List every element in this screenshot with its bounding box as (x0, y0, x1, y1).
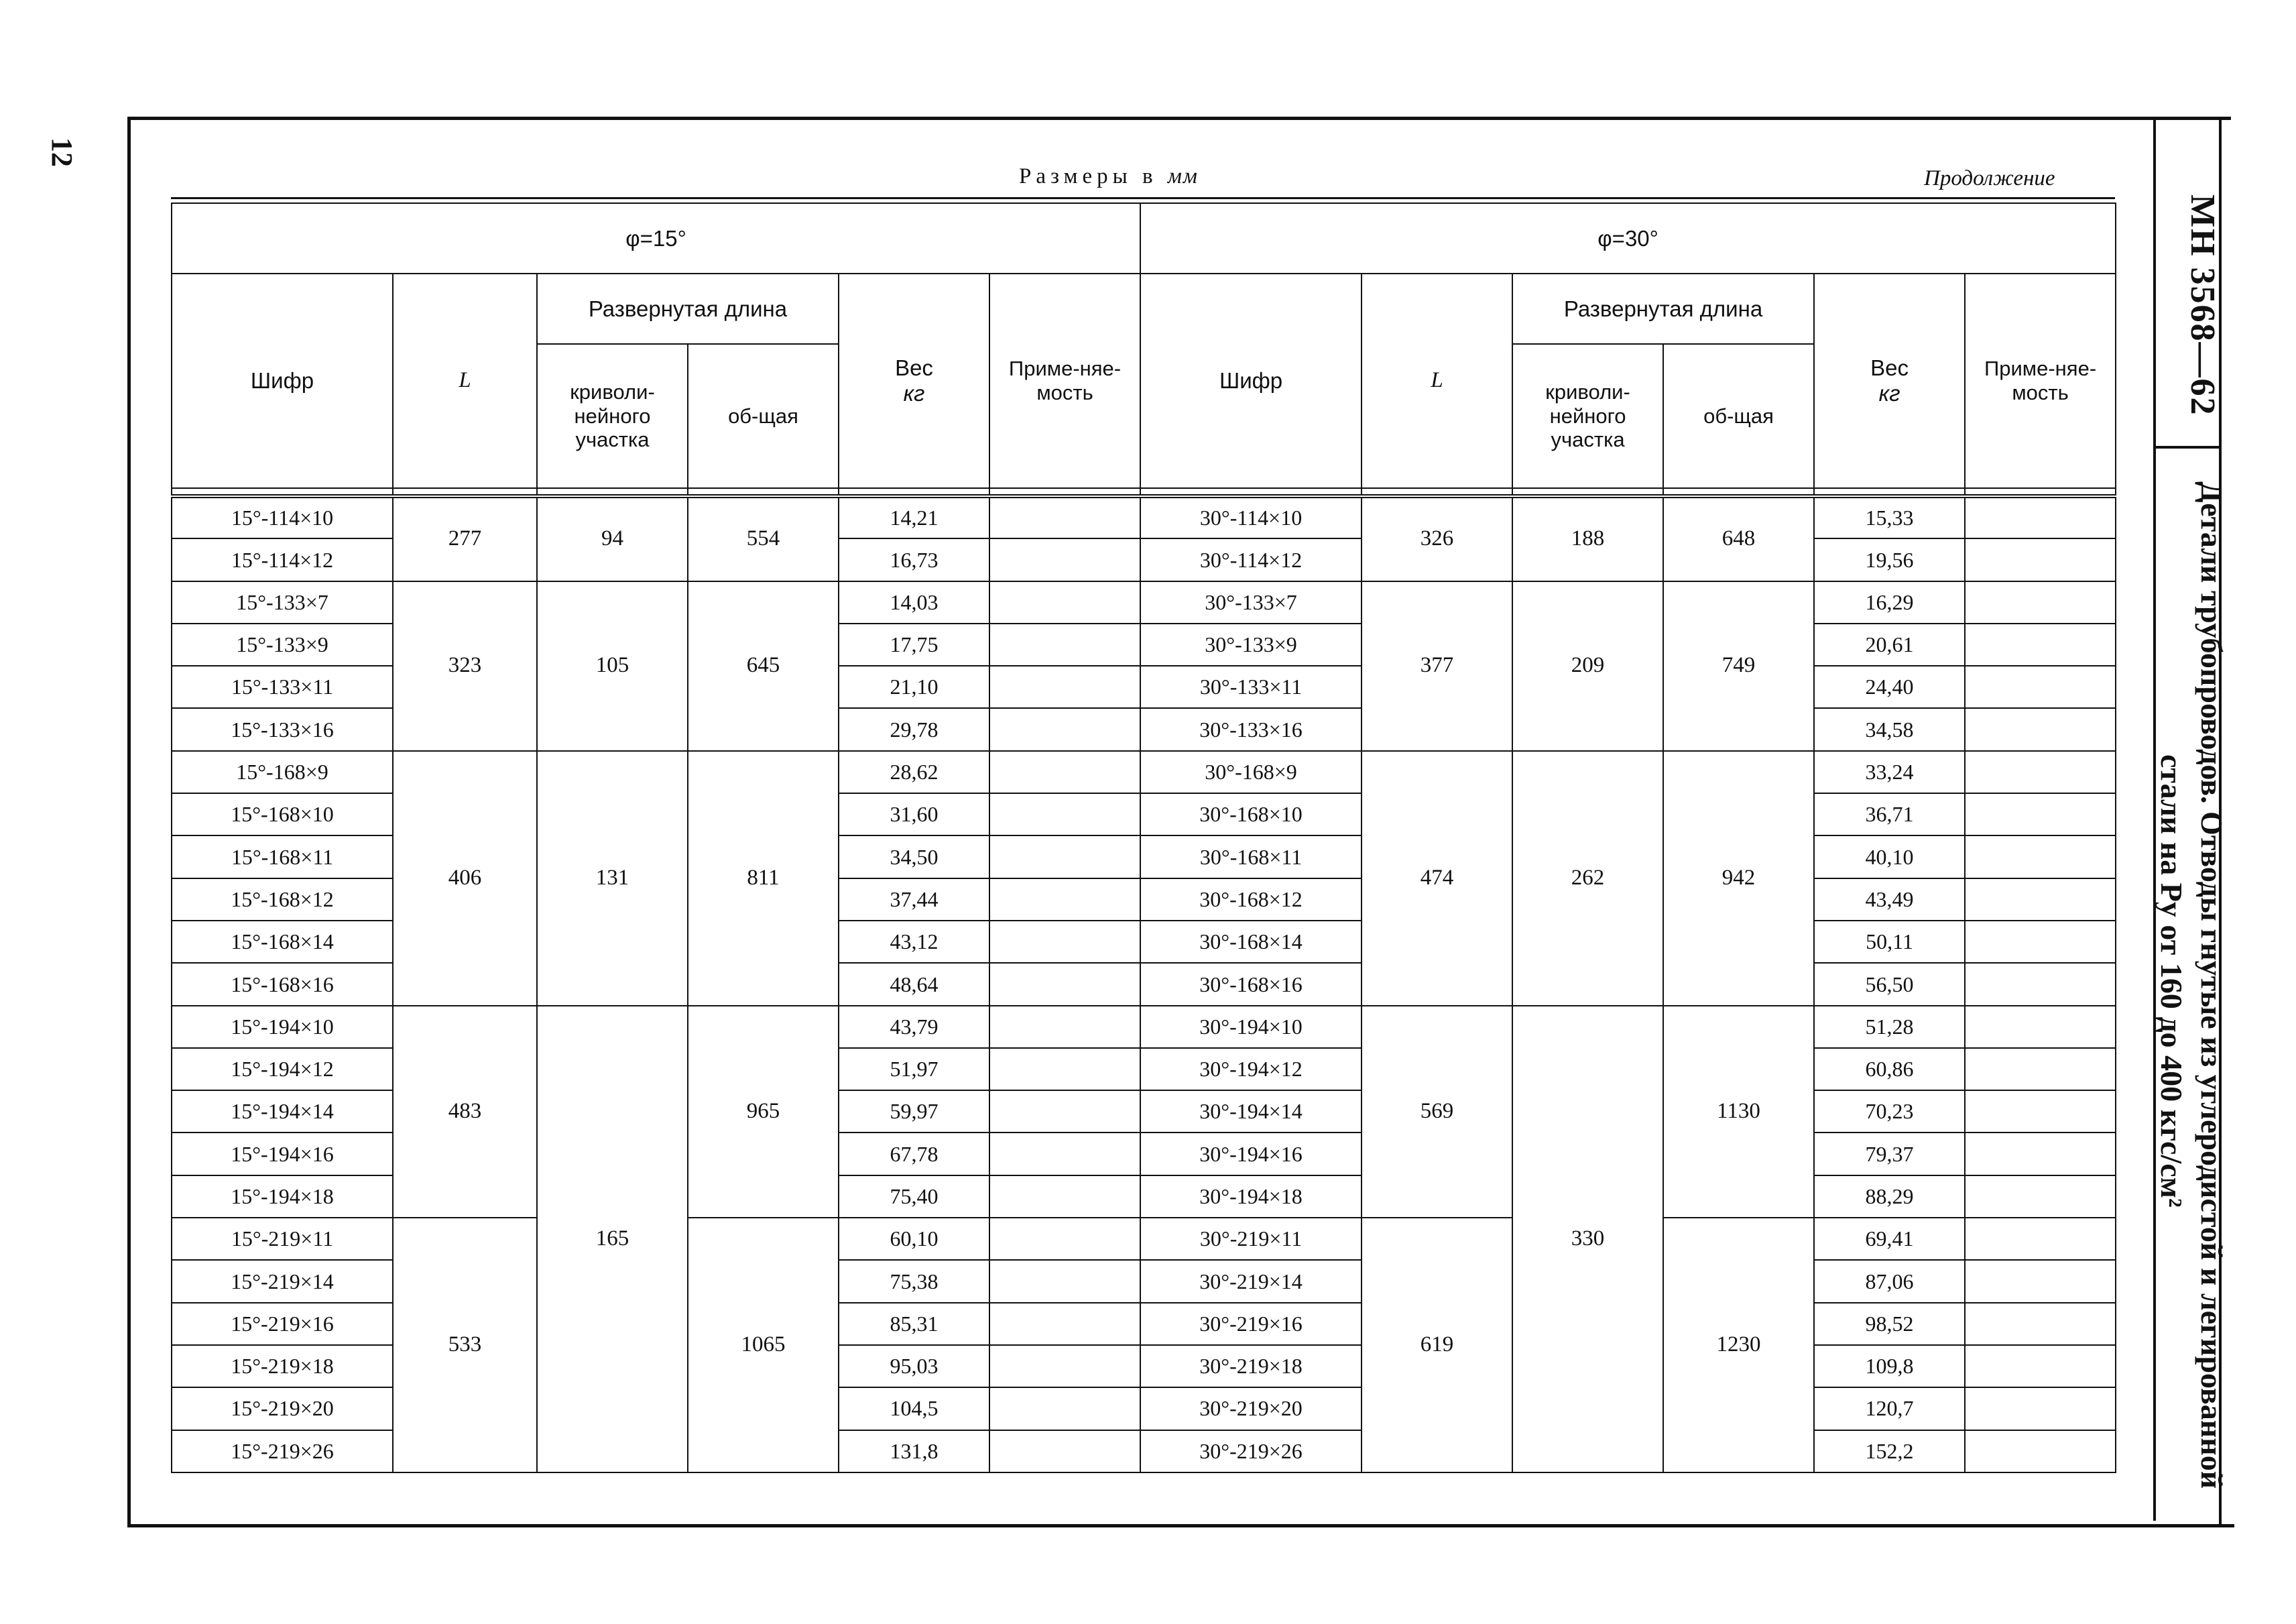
phi15-weight-cell: 60,10 (839, 1218, 989, 1260)
frame-side-divider (2153, 446, 2220, 449)
header-gap (1140, 488, 1362, 496)
phi30-applicability-cell (1965, 963, 2116, 1005)
phi30-weight-cell: 120,7 (1814, 1387, 1965, 1430)
phi30-applicability-cell (1965, 835, 2116, 878)
frame-top-line (127, 117, 2231, 120)
phi30-weight-cell: 109,8 (1814, 1345, 1965, 1387)
phi15-code-cell: 15°-133×11 (172, 666, 393, 708)
developed-length-header: Развернутая длина (1512, 274, 1814, 344)
phi15-weight-cell: 43,12 (839, 921, 989, 963)
phi30-l-cell: 326 (1362, 496, 1512, 581)
phi30-code-cell: 30°-133×11 (1140, 666, 1362, 708)
applicability-header: Приме-няе-мость (1965, 274, 2116, 488)
applicability-header: Приме-няе-мость (989, 274, 1140, 488)
phi30-code-cell: 30°-168×16 (1140, 963, 1362, 1005)
phi15-l-cell: 483 (393, 1006, 537, 1218)
phi15-applicability-cell (989, 1387, 1140, 1430)
phi15-applicability-cell (989, 496, 1140, 538)
phi15-code-cell: 15°-133×9 (172, 624, 393, 666)
phi15-curved-length-cell: 165 (537, 1006, 688, 1472)
phi30-code-cell: 30°-194×12 (1140, 1048, 1362, 1090)
phi30-applicability-cell (1965, 1218, 2116, 1260)
phi30-code-cell: 30°-114×12 (1140, 538, 1362, 581)
phi30-applicability-cell (1965, 581, 2116, 624)
phi30-l-cell: 569 (1362, 1006, 1512, 1218)
phi30-weight-cell: 69,41 (1814, 1218, 1965, 1260)
phi15-header: φ=15° (172, 203, 1140, 274)
phi30-code-cell: 30°-219×16 (1140, 1303, 1362, 1345)
phi15-applicability-cell (989, 581, 1140, 624)
dimensions-note (1019, 164, 1199, 189)
phi30-applicability-cell (1965, 666, 2116, 708)
frame-bottom-line (131, 1524, 2234, 1527)
phi30-code-cell: 30°-168×12 (1140, 878, 1362, 921)
phi30-weight-cell: 33,24 (1814, 751, 1965, 793)
phi15-code-cell: 15°-168×16 (172, 963, 393, 1005)
phi30-applicability-cell (1965, 1345, 2116, 1387)
phi15-code-cell: 15°-168×14 (172, 921, 393, 963)
phi30-l-cell: 619 (1362, 1218, 1512, 1472)
phi15-applicability-cell (989, 1260, 1140, 1302)
total-length-header: об-щая (688, 344, 839, 488)
phi30-weight-cell: 50,11 (1814, 921, 1965, 963)
table-top-rule (171, 197, 2115, 199)
phi15-code-cell: 15°-194×16 (172, 1133, 393, 1175)
phi30-code-cell: 30°-219×20 (1140, 1387, 1362, 1430)
header-gap (172, 488, 393, 496)
phi15-code-cell: 15°-194×14 (172, 1090, 393, 1133)
phi30-weight-cell: 79,37 (1814, 1133, 1965, 1175)
phi30-weight-cell: 15,33 (1814, 496, 1965, 538)
phi15-weight-cell: 21,10 (839, 666, 989, 708)
page-number: 12 (46, 137, 78, 167)
phi30-weight-cell: 88,29 (1814, 1175, 1965, 1218)
phi30-weight-cell: 16,29 (1814, 581, 1965, 624)
phi30-total-length-cell: 942 (1663, 751, 1814, 1006)
phi15-code-cell: 15°-114×12 (172, 538, 393, 581)
phi15-applicability-cell (989, 1006, 1140, 1048)
phi30-code-cell: 30°-168×10 (1140, 793, 1362, 835)
phi30-applicability-cell (1965, 793, 2116, 835)
phi15-applicability-cell (989, 835, 1140, 878)
side-title-line-1: Детали трубопроводов. Отводы гнутые из углеродистой и легированной (2195, 481, 2229, 1489)
code-header: Шифр (1140, 274, 1362, 488)
phi30-applicability-cell (1965, 1048, 2116, 1090)
phi15-applicability-cell (989, 708, 1140, 750)
phi15-weight-cell: 75,40 (839, 1175, 989, 1218)
phi15-applicability-cell (989, 751, 1140, 793)
phi30-weight-cell: 43,49 (1814, 878, 1965, 921)
table-row (172, 496, 2116, 538)
pipe-bend-table (171, 202, 2116, 1473)
header-gap (1362, 488, 1512, 496)
phi30-curved-length-cell: 330 (1512, 1006, 1663, 1472)
phi15-code-cell: 15°-219×16 (172, 1303, 393, 1345)
phi30-l-cell: 377 (1362, 581, 1512, 751)
phi30-weight-cell: 36,71 (1814, 793, 1965, 835)
phi30-code-cell: 30°-194×16 (1140, 1133, 1362, 1175)
phi15-code-cell: 15°-219×26 (172, 1430, 393, 1472)
phi30-applicability-cell (1965, 1006, 2116, 1048)
phi15-weight-cell: 37,44 (839, 878, 989, 921)
phi30-applicability-cell (1965, 921, 2116, 963)
phi30-weight-cell: 51,28 (1814, 1006, 1965, 1048)
phi15-weight-cell: 48,64 (839, 963, 989, 1005)
phi30-code-cell: 30°-133×16 (1140, 708, 1362, 750)
phi15-applicability-cell (989, 1345, 1140, 1387)
phi15-applicability-cell (989, 538, 1140, 581)
phi15-applicability-cell (989, 1175, 1140, 1218)
phi15-weight-cell: 31,60 (839, 793, 989, 835)
phi30-weight-cell: 20,61 (1814, 624, 1965, 666)
phi15-weight-cell: 59,97 (839, 1090, 989, 1133)
phi30-weight-cell: 19,56 (1814, 538, 1965, 581)
phi15-applicability-cell (989, 1303, 1140, 1345)
phi15-code-cell: 15°-194×12 (172, 1048, 393, 1090)
phi30-code-cell: 30°-219×18 (1140, 1345, 1362, 1387)
phi30-code-cell: 30°-219×14 (1140, 1260, 1362, 1302)
phi30-weight-cell: 24,40 (1814, 666, 1965, 708)
phi15-weight-cell: 131,8 (839, 1430, 989, 1472)
weight-unit: кг (903, 381, 925, 406)
phi15-code-cell: 15°-168×12 (172, 878, 393, 921)
phi30-curved-length-cell: 188 (1512, 496, 1663, 581)
phi15-l-cell: 533 (393, 1218, 537, 1472)
phi15-weight-cell: 75,38 (839, 1260, 989, 1302)
total-length-header: об-щая (1663, 344, 1814, 488)
phi15-weight-cell: 17,75 (839, 624, 989, 666)
phi30-applicability-cell (1965, 496, 2116, 538)
phi15-weight-cell: 14,03 (839, 581, 989, 624)
header-gap (537, 488, 688, 496)
code-header: Шифр (172, 274, 393, 488)
phi30-code-cell: 30°-133×9 (1140, 624, 1362, 666)
dimensions-note-unit: мм (1167, 164, 1199, 188)
phi15-weight-cell: 43,79 (839, 1006, 989, 1048)
phi15-code-cell: 15°-219×20 (172, 1387, 393, 1430)
phi15-curved-length-cell: 94 (537, 496, 688, 581)
phi30-weight-cell: 40,10 (1814, 835, 1965, 878)
curved-section-header: криволи-нейного участка (537, 344, 688, 488)
phi15-weight-cell: 29,78 (839, 708, 989, 750)
phi15-l-cell: 323 (393, 581, 537, 751)
phi30-applicability-cell (1965, 538, 2116, 581)
phi30-code-cell: 30°-133×7 (1140, 581, 1362, 624)
phi15-applicability-cell (989, 1430, 1140, 1472)
phi15-code-cell: 15°-168×11 (172, 835, 393, 878)
phi30-code-cell: 30°-168×11 (1140, 835, 1362, 878)
phi15-applicability-cell (989, 624, 1140, 666)
phi30-code-cell: 30°-168×14 (1140, 921, 1362, 963)
phi15-code-cell: 15°-168×9 (172, 751, 393, 793)
phi30-code-cell: 30°-194×14 (1140, 1090, 1362, 1133)
phi30-weight-cell: 60,86 (1814, 1048, 1965, 1090)
phi30-weight-cell: 98,52 (1814, 1303, 1965, 1345)
phi30-total-length-cell: 749 (1663, 581, 1814, 751)
side-title-line-2: стали на Pу от 160 до 400 кгс/см² (2155, 754, 2189, 1208)
phi30-code-cell: 30°-219×26 (1140, 1430, 1362, 1472)
phi15-total-length-cell: 965 (688, 1006, 839, 1218)
phi15-code-cell: 15°-219×14 (172, 1260, 393, 1302)
phi30-weight-cell: 34,58 (1814, 708, 1965, 750)
phi15-code-cell: 15°-219×11 (172, 1218, 393, 1260)
phi15-l-cell: 277 (393, 496, 537, 581)
l-header: L (393, 274, 537, 488)
header-gap (1965, 488, 2116, 496)
curved-section-header: криволи-нейного участка (1512, 344, 1663, 488)
phi15-applicability-cell (989, 1218, 1140, 1260)
phi15-weight-cell: 14,21 (839, 496, 989, 538)
weight-label: Вес (895, 355, 933, 381)
phi30-l-cell: 474 (1362, 751, 1512, 1006)
phi30-code-cell: 30°-194×10 (1140, 1006, 1362, 1048)
developed-length-header: Развернутая длина (537, 274, 839, 344)
phi30-applicability-cell (1965, 1175, 2116, 1218)
phi30-code-cell: 30°-168×9 (1140, 751, 1362, 793)
phi15-applicability-cell (989, 666, 1140, 708)
phi30-applicability-cell (1965, 1090, 2116, 1133)
weight-header (839, 274, 989, 488)
phi30-applicability-cell (1965, 1303, 2116, 1345)
phi15-weight-cell: 67,78 (839, 1133, 989, 1175)
header-gap (393, 488, 537, 496)
phi30-header: φ=30° (1140, 203, 2116, 274)
dimensions-note-prefix: Размеры в (1019, 164, 1158, 188)
phi15-applicability-cell (989, 921, 1140, 963)
phi15-curved-length-cell: 105 (537, 581, 688, 751)
table-row (172, 751, 2116, 793)
header-gap (1663, 488, 1814, 496)
header-gap (1814, 488, 1965, 496)
phi15-total-length-cell: 811 (688, 751, 839, 1006)
phi15-applicability-cell (989, 878, 1140, 921)
phi15-code-cell: 15°-133×7 (172, 581, 393, 624)
table-row (172, 1218, 2116, 1260)
phi30-curved-length-cell: 209 (1512, 581, 1663, 751)
phi15-weight-cell: 104,5 (839, 1387, 989, 1430)
weight-header (1814, 274, 1965, 488)
phi15-weight-cell: 95,03 (839, 1345, 989, 1387)
phi15-code-cell: 15°-114×10 (172, 496, 393, 538)
table-body (172, 496, 2116, 1472)
weight-unit: кг (1878, 381, 1900, 406)
phi15-curved-length-cell: 131 (537, 751, 688, 1006)
phi15-weight-cell: 28,62 (839, 751, 989, 793)
phi15-applicability-cell (989, 963, 1140, 1005)
phi15-l-cell: 406 (393, 751, 537, 1006)
phi15-code-cell: 15°-194×18 (172, 1175, 393, 1218)
phi30-code-cell: 30°-114×10 (1140, 496, 1362, 538)
phi30-applicability-cell (1965, 1430, 2116, 1472)
frame-left-line (127, 117, 131, 1527)
weight-label: Вес (1870, 355, 1909, 381)
table-row (172, 581, 2116, 624)
phi15-total-length-cell: 645 (688, 581, 839, 751)
phi15-applicability-cell (989, 1133, 1140, 1175)
phi30-weight-cell: 87,06 (1814, 1260, 1965, 1302)
header-gap (989, 488, 1140, 496)
phi15-applicability-cell (989, 793, 1140, 835)
phi30-weight-cell: 56,50 (1814, 963, 1965, 1005)
header-gap (688, 488, 839, 496)
phi30-code-cell: 30°-219×11 (1140, 1218, 1362, 1260)
standard-number: МН 3568—62 (2183, 194, 2222, 416)
table-row (172, 1006, 2116, 1048)
header-gap (839, 488, 989, 496)
phi30-curved-length-cell: 262 (1512, 751, 1663, 1006)
phi30-weight-cell: 70,23 (1814, 1090, 1965, 1133)
phi15-code-cell: 15°-168×10 (172, 793, 393, 835)
phi30-applicability-cell (1965, 1133, 2116, 1175)
header-gap (1512, 488, 1663, 496)
phi30-applicability-cell (1965, 624, 2116, 666)
phi15-total-length-cell: 1065 (688, 1218, 839, 1472)
phi15-code-cell: 15°-133×16 (172, 708, 393, 750)
phi15-applicability-cell (989, 1048, 1140, 1090)
phi15-weight-cell: 16,73 (839, 538, 989, 581)
phi30-applicability-cell (1965, 1260, 2116, 1302)
phi15-weight-cell: 51,97 (839, 1048, 989, 1090)
phi15-code-cell: 15°-219×18 (172, 1345, 393, 1387)
phi30-applicability-cell (1965, 1387, 2116, 1430)
phi15-weight-cell: 34,50 (839, 835, 989, 878)
phi30-code-cell: 30°-194×18 (1140, 1175, 1362, 1218)
phi30-total-length-cell: 1230 (1663, 1218, 1814, 1472)
phi15-weight-cell: 85,31 (839, 1303, 989, 1345)
continuation-note: Продолжение (1924, 166, 2055, 190)
phi30-weight-cell: 152,2 (1814, 1430, 1965, 1472)
phi30-total-length-cell: 1130 (1663, 1006, 1814, 1218)
l-header: L (1362, 274, 1512, 488)
phi30-total-length-cell: 648 (1663, 496, 1814, 581)
phi30-applicability-cell (1965, 878, 2116, 921)
phi15-applicability-cell (989, 1090, 1140, 1133)
phi15-total-length-cell: 554 (688, 496, 839, 581)
phi30-applicability-cell (1965, 751, 2116, 793)
phi15-code-cell: 15°-194×10 (172, 1006, 393, 1048)
phi30-applicability-cell (1965, 708, 2116, 750)
